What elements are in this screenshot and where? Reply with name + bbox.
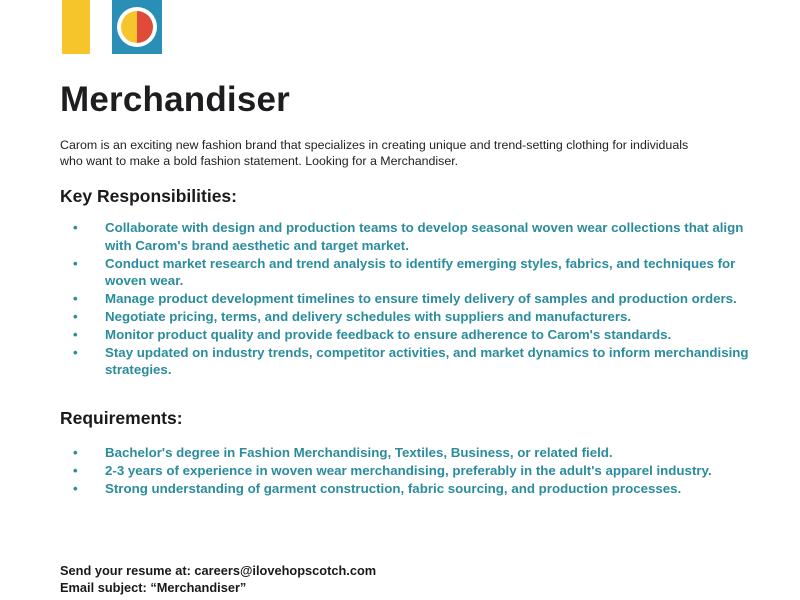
list-item: [60, 462, 750, 480]
list-item-text: Manage product development timelines to ensure timely delivery of samples and production orders.: [105, 291, 737, 307]
resume-line[interactable]: Send your resume at: careers@ilovehopscotch.com: [60, 563, 377, 578]
list-item: [60, 219, 750, 255]
bullet-icon: •: [73, 326, 78, 342]
bullet-icon: •: [73, 220, 78, 235]
list-item: [60, 344, 750, 380]
list-item-text: Strong understanding of garment construction, fabric sourcing, and production processes.: [105, 480, 682, 496]
list-item: [60, 255, 750, 291]
intro-paragraph: Carom is an exciting new fashion brand that specializes in creating unique and trend-setting clothing for individuals who want to make a bold fashion statement. Looking for a Merchandiser.: [60, 138, 689, 168]
logo-yellow-block: [62, 0, 92, 54]
contact-block: [60, 563, 376, 596]
brand-logo: [62, 0, 162, 54]
bullet-icon: •: [73, 255, 78, 271]
list-item: [60, 308, 750, 326]
responsibilities-list: [60, 219, 750, 379]
list-item: [60, 444, 750, 462]
list-item: [60, 290, 750, 308]
list-item-text: Stay updated on industry trends, competitor activities, and market dynamics to inform merchandising strategies.: [105, 344, 749, 378]
list-item-text: Monitor product quality and provide feedback to ensure adherence to Carom's standards.: [105, 326, 672, 342]
list-item-text: Negotiate pricing, terms, and delivery schedules with suppliers and manufacturers.: [105, 308, 632, 324]
bullet-icon: •: [73, 291, 78, 307]
list-item-text: Collaborate with design and production teams to develop seasonal woven wear collections that align with Carom's brand aesthetic and target market.: [105, 220, 744, 253]
bullet-icon: •: [73, 462, 78, 478]
email-subject-line: Email subject: “Merchandiser”: [60, 579, 247, 595]
page-title: Merchandiser: [60, 80, 290, 119]
list-item-text: Bachelor's degree in Fashion Merchandising, Textiles, Business, or related field.: [105, 445, 613, 460]
list-item-text: 2-3 years of experience in woven wear merchandising, preferably in the adult's apparel industry.: [105, 462, 712, 478]
list-item-text: Conduct market research and trend analysis to identify emerging styles, fabrics, and techniques for woven wear.: [105, 255, 736, 289]
bullet-icon: •: [73, 445, 78, 460]
list-item: [60, 480, 750, 498]
bullet-icon: •: [73, 344, 78, 360]
list-item: [60, 326, 750, 344]
requirements-list: [60, 444, 750, 497]
responsibilities-heading: Key Responsibilities:: [60, 186, 237, 206]
requirements-heading: Requirements:: [60, 408, 183, 428]
bullet-icon: •: [73, 308, 78, 324]
bullet-icon: •: [73, 480, 78, 496]
